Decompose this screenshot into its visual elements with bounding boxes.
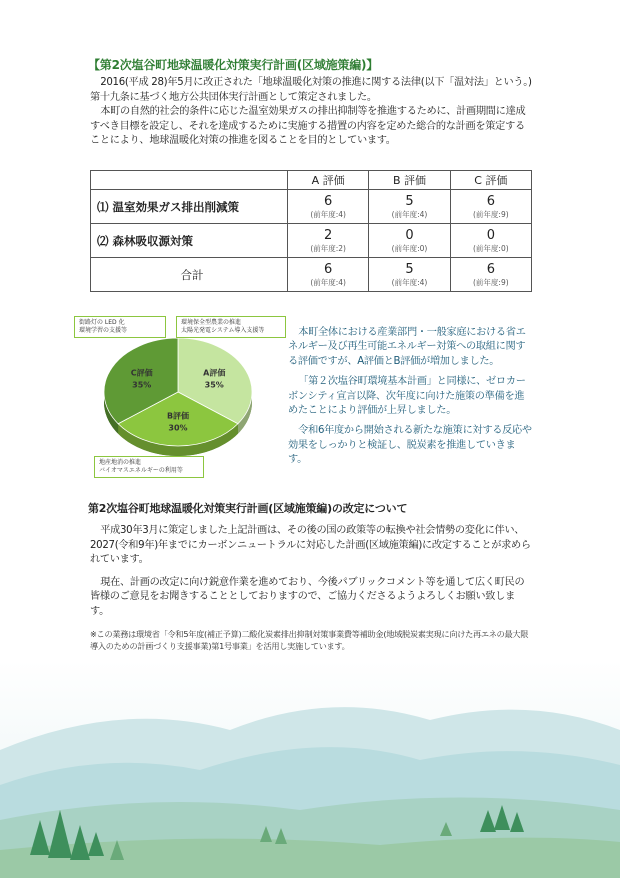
callout-line: バイオマスエネルギーの利用等	[99, 467, 183, 474]
analysis-paragraph: 本町全体における産業部門・一般家庭における省エネルギー及び再生可能エネルギー対策への取組に関する評価ですが、A評価とB評価が増加しました。	[288, 327, 526, 367]
cell-previous: (前年度:9)	[473, 277, 509, 287]
table-cell	[288, 190, 369, 224]
cell-value: 0	[405, 227, 414, 243]
pie-slice-label: B評価	[166, 411, 190, 421]
cell-value: 6	[324, 193, 333, 209]
cell-value: 6	[486, 193, 495, 209]
table-header-cell: A 評価	[288, 171, 369, 190]
cell-value: 5	[405, 193, 414, 209]
table-header-row	[91, 171, 532, 190]
row-label: ⑵ 森林吸収源対策	[91, 224, 288, 258]
row-label: 合計	[91, 258, 288, 292]
pie-slice-label: A評価	[203, 368, 226, 378]
row-label: ⑴ 温室効果ガス排出削減策	[91, 190, 288, 224]
analysis-paragraph: 令和6年度から開始される新たな施策に対する反応や効果をしっかりと検証し、脱炭素を推進していきます。	[288, 425, 532, 466]
cell-previous: (前年度:4)	[391, 277, 428, 287]
cell-previous: (前年度:4)	[310, 209, 346, 219]
section-subheading: 第2次塩谷町地球温暖化対策実行計画(区域施策編)の改定について	[88, 502, 408, 515]
footnote: ※この業務は環境省「令和5年度(補正予算)二酸化炭素排出抑制対策事業費等補助金(地域脱炭素実現に向けた再エネの最大限導入のための計画づくり支援事業)第1号事業」を活用し実施しています。	[90, 629, 529, 651]
table-row	[91, 190, 532, 224]
intro-paragraph: 本町の自然的社会的条件に応じた温室効果ガスの排出抑制等を推進するために、計画期間に達成すべき目標を設定し、それを達成するために実施する措置の内容を定めた総合的な計画を策定することにより、地球温暖化対策の推進を図ることを目的としています。	[90, 106, 526, 147]
table-cell	[450, 258, 531, 292]
cell-previous: (前年度:0)	[391, 243, 428, 253]
table-cell	[450, 190, 531, 224]
cell-previous: (前年度:2)	[310, 243, 346, 253]
cell-value: 0	[486, 227, 495, 243]
callout-c	[74, 316, 166, 338]
callout-line: 環境学習の支援等	[79, 327, 128, 334]
callout-line: 環境保全型農業の推進	[181, 319, 242, 326]
table-cell	[369, 224, 450, 258]
table-header-cell: B 評価	[369, 171, 450, 190]
pie-slice-percent: 35%	[204, 380, 224, 390]
table-row	[91, 224, 532, 258]
cell-value: 5	[405, 261, 414, 277]
cell-previous: (前年度:4)	[391, 209, 428, 219]
pie-chart	[72, 306, 284, 490]
evaluation-table	[90, 170, 532, 292]
table-cell	[288, 224, 369, 258]
cell-value: 6	[486, 261, 495, 277]
revision-paragraph: 平成30年3月に策定しました上記計画は、その後の国の政策等の転換や社会情勢の変化に伴い、2027(令和9年)年までにカーボンニュートラルに対応した計画(区域施策編)に改定することが求められています。	[90, 525, 531, 566]
landscape-illustration	[0, 660, 620, 878]
pie-slice-label: C評価	[130, 368, 153, 378]
table-cell	[369, 190, 450, 224]
table-header-cell	[91, 171, 288, 190]
pie-slice-percent: 35%	[132, 380, 152, 390]
pie-slice-percent: 30%	[168, 423, 188, 433]
cell-value: 2	[324, 227, 333, 243]
callout-b	[94, 456, 204, 478]
cell-value: 6	[324, 261, 333, 277]
page-heading: 【第2次塩谷町地球温暖化対策実行計画(区域施策編)】	[88, 58, 379, 72]
table-cell	[450, 224, 531, 258]
analysis-text	[288, 326, 532, 474]
cell-previous: (前年度:0)	[473, 243, 509, 253]
callout-a	[176, 316, 286, 338]
callout-line: 地産地消の推進	[99, 459, 142, 466]
revision-paragraph: 現在、計画の改定に向け鋭意作業を進めており、今後パブリックコメント等を通して広く町民の皆様のご意見をお聞きすることとしておりますので、ご協力くださるようよろしくお願い致します。	[90, 576, 525, 617]
intro-text	[90, 76, 532, 149]
table-row	[91, 258, 532, 292]
cell-previous: (前年度:9)	[473, 209, 509, 219]
table-cell	[288, 258, 369, 292]
revision-text	[90, 524, 532, 628]
table-cell	[369, 258, 450, 292]
analysis-paragraph: 「第２次塩谷町環境基本計画」と同様に、ゼロカーボンシティ宣言以降、次年度に向けた施策の準備を進めたことにより評価が上昇しました。	[288, 376, 526, 417]
table-header-cell: C 評価	[450, 171, 531, 190]
cell-previous: (前年度:4)	[310, 277, 346, 287]
callout-line: 太陽光発電システム導入支援等	[181, 327, 265, 334]
intro-paragraph: 2016(平成 28)年5月に改正された「地球温暖化対策の推進に関する法律(以下「温対法」という。)第十九条に基づく地方公共団体実行計画として策定されました。	[90, 77, 532, 103]
callout-line: 街路灯の LED 化	[79, 319, 125, 326]
